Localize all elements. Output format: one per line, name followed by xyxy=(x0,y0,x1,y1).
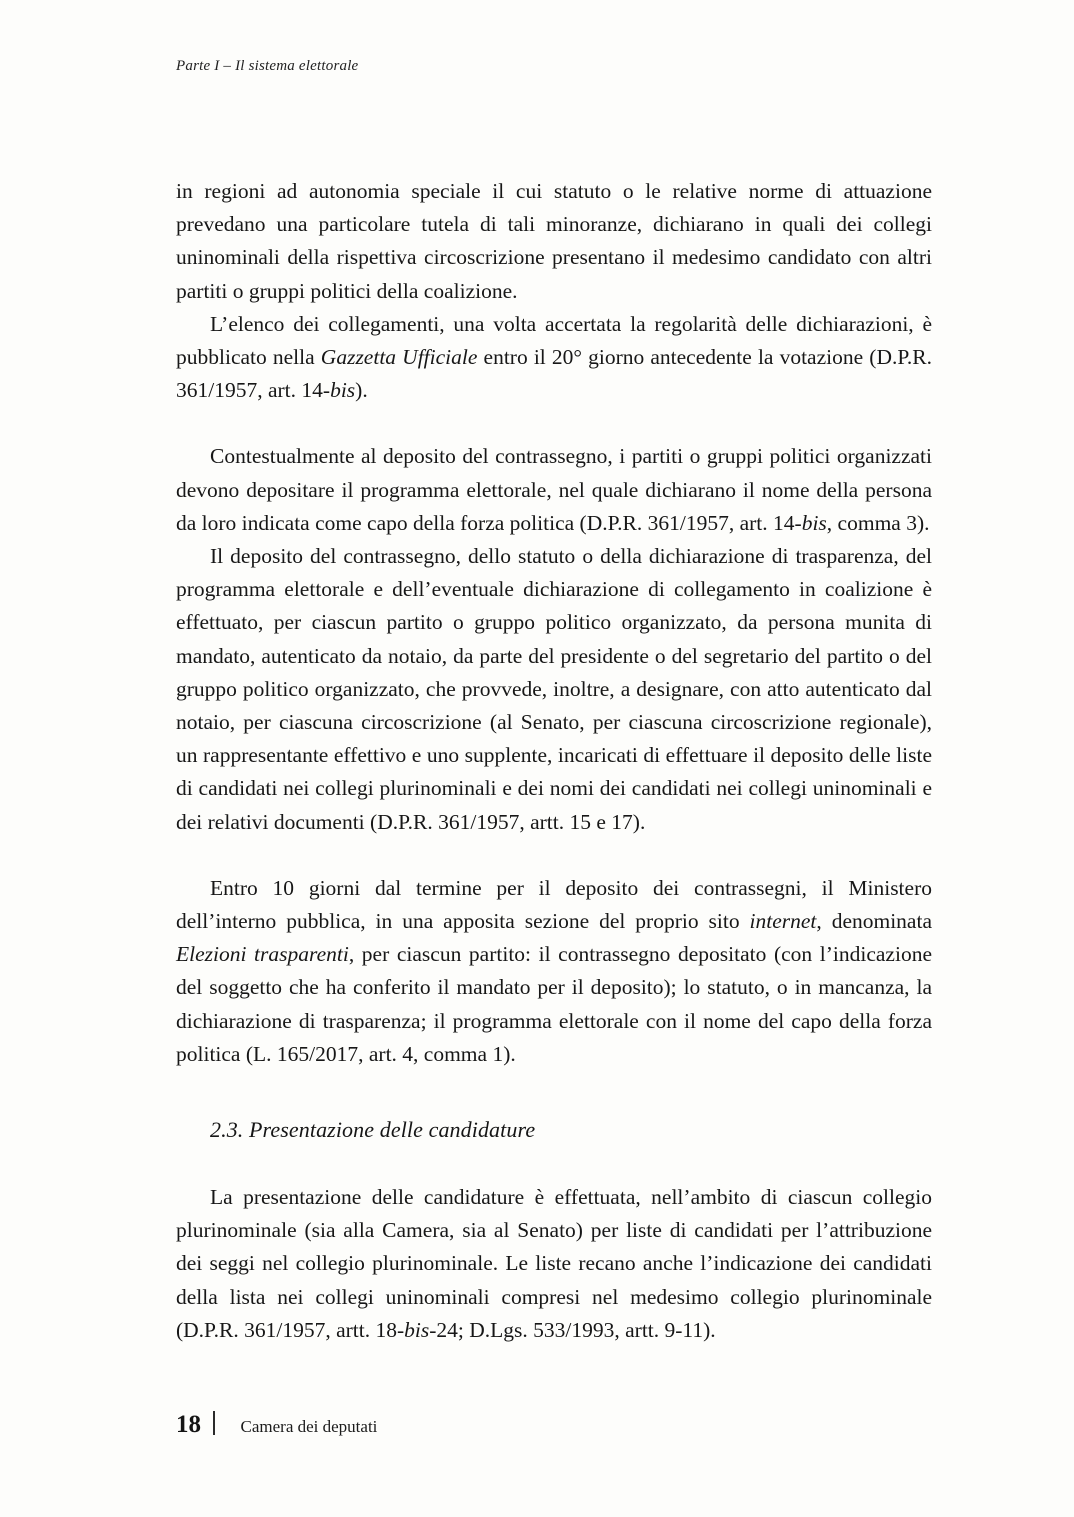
italic-term: bis xyxy=(330,378,356,403)
body-paragraph: in regioni ad autonomia speciale il cui statuto o le relative norme di attuazione prevedano una particolare tutela di tali minoranze, dichiarano in quali dei collegi uninominali della rispettiva circoscrizione presentano il medesimo candidato con altri partiti o gruppi politici della coalizione. xyxy=(176,179,932,303)
italic-term: bis xyxy=(801,510,827,535)
italic-term: Gazzetta Ufficiale xyxy=(320,345,478,370)
page-number: 18 xyxy=(176,1411,201,1438)
running-head: Parte I – Il sistema elettorale xyxy=(176,58,359,74)
body-paragraph: Entro 10 giorni dal termine per il deposito dei contrassegni, il Ministero dell’interno pubblica, in una apposita sezione del proprio sito internet, denominata Elezioni trasparenti, per ciascun partito: il contrassegno depositato (con l’indicazione del soggetto che ha conferito il mandato per il deposito); lo statuto, o in mancanza, la dichiarazione di trasparenza; il programma elettorale con il nome del capo della forza politica (L. 165/2017, art. 4, comma 1). xyxy=(176,875,932,1066)
footer-divider xyxy=(213,1411,215,1435)
body-paragraph: Il deposito del contrassegno, dello statuto o della dichiarazione di trasparenza, del programma elettorale e dell’eventuale dichiarazione di collegamento in coalizione è effettuato, per ciascun partito o gruppo politico organizzato, da persona munita di mandato, autenticato da notaio, da parte del presidente o del segretario del partito o del gruppo politico organizzato, che provvede, inoltre, a designare, con atto autenticato dal notaio, per ciascuna circoscrizione (al Senato, per ciascuna circoscrizione regionale), un rappresentante effettivo e uno supplente, incaricati di effettuare il deposito delle liste di candidati nei collegi plurinominali e dei nomi dei candidati nei collegi uninominali e dei relativi documenti (D.P.R. 361/1957, artt. 15 e 17). xyxy=(176,544,932,834)
section-title: 2.3. Presentazione delle candidature xyxy=(210,1117,536,1143)
body-paragraph: L’elenco dei collegamenti, una volta accertata la regolarità delle dichiarazioni, è pubblicato nella Gazzetta Ufficiale entro il 20° giorno antecedente la votazione (D.P.R. 361/1957, art. 14-bis). xyxy=(176,311,933,403)
page-footer xyxy=(176,1408,377,1439)
footer-institution: Camera dei deputati xyxy=(240,1417,378,1436)
paragraph-gap xyxy=(176,407,932,440)
paragraph-container xyxy=(176,175,932,1071)
paragraph-container-after xyxy=(176,1181,932,1347)
paragraph-gap xyxy=(176,839,932,872)
italic-term: bis xyxy=(404,1317,430,1342)
page-body xyxy=(176,175,932,1347)
italic-term: Elezioni trasparenti xyxy=(176,942,349,967)
body-paragraph: La presentazione delle candidature è effettuata, nell’ambito di ciascun collegio plurinominale (sia alla Camera, sia al Senato) per liste di candidati per l’attribuzione dei seggi nel collegio plurinominale. Le liste recano anche l’indicazione dei candidati della lista nei collegi uninominali compresi nel medesimo collegio plurinominale (D.P.R. 361/1957, artt. 18-bis-24; D.Lgs. 533/1993, artt. 9-11). xyxy=(176,1185,932,1342)
body-paragraph: Contestualmente al deposito del contrassegno, i partiti o gruppi politici organizzati devono depositare il programma elettorale, nel quale dichiarano il nome della persona da loro indicata come capo della forza politica (D.P.R. 361/1957, art. 14-bis, comma 3). xyxy=(176,444,932,535)
italic-term: internet xyxy=(749,909,817,934)
